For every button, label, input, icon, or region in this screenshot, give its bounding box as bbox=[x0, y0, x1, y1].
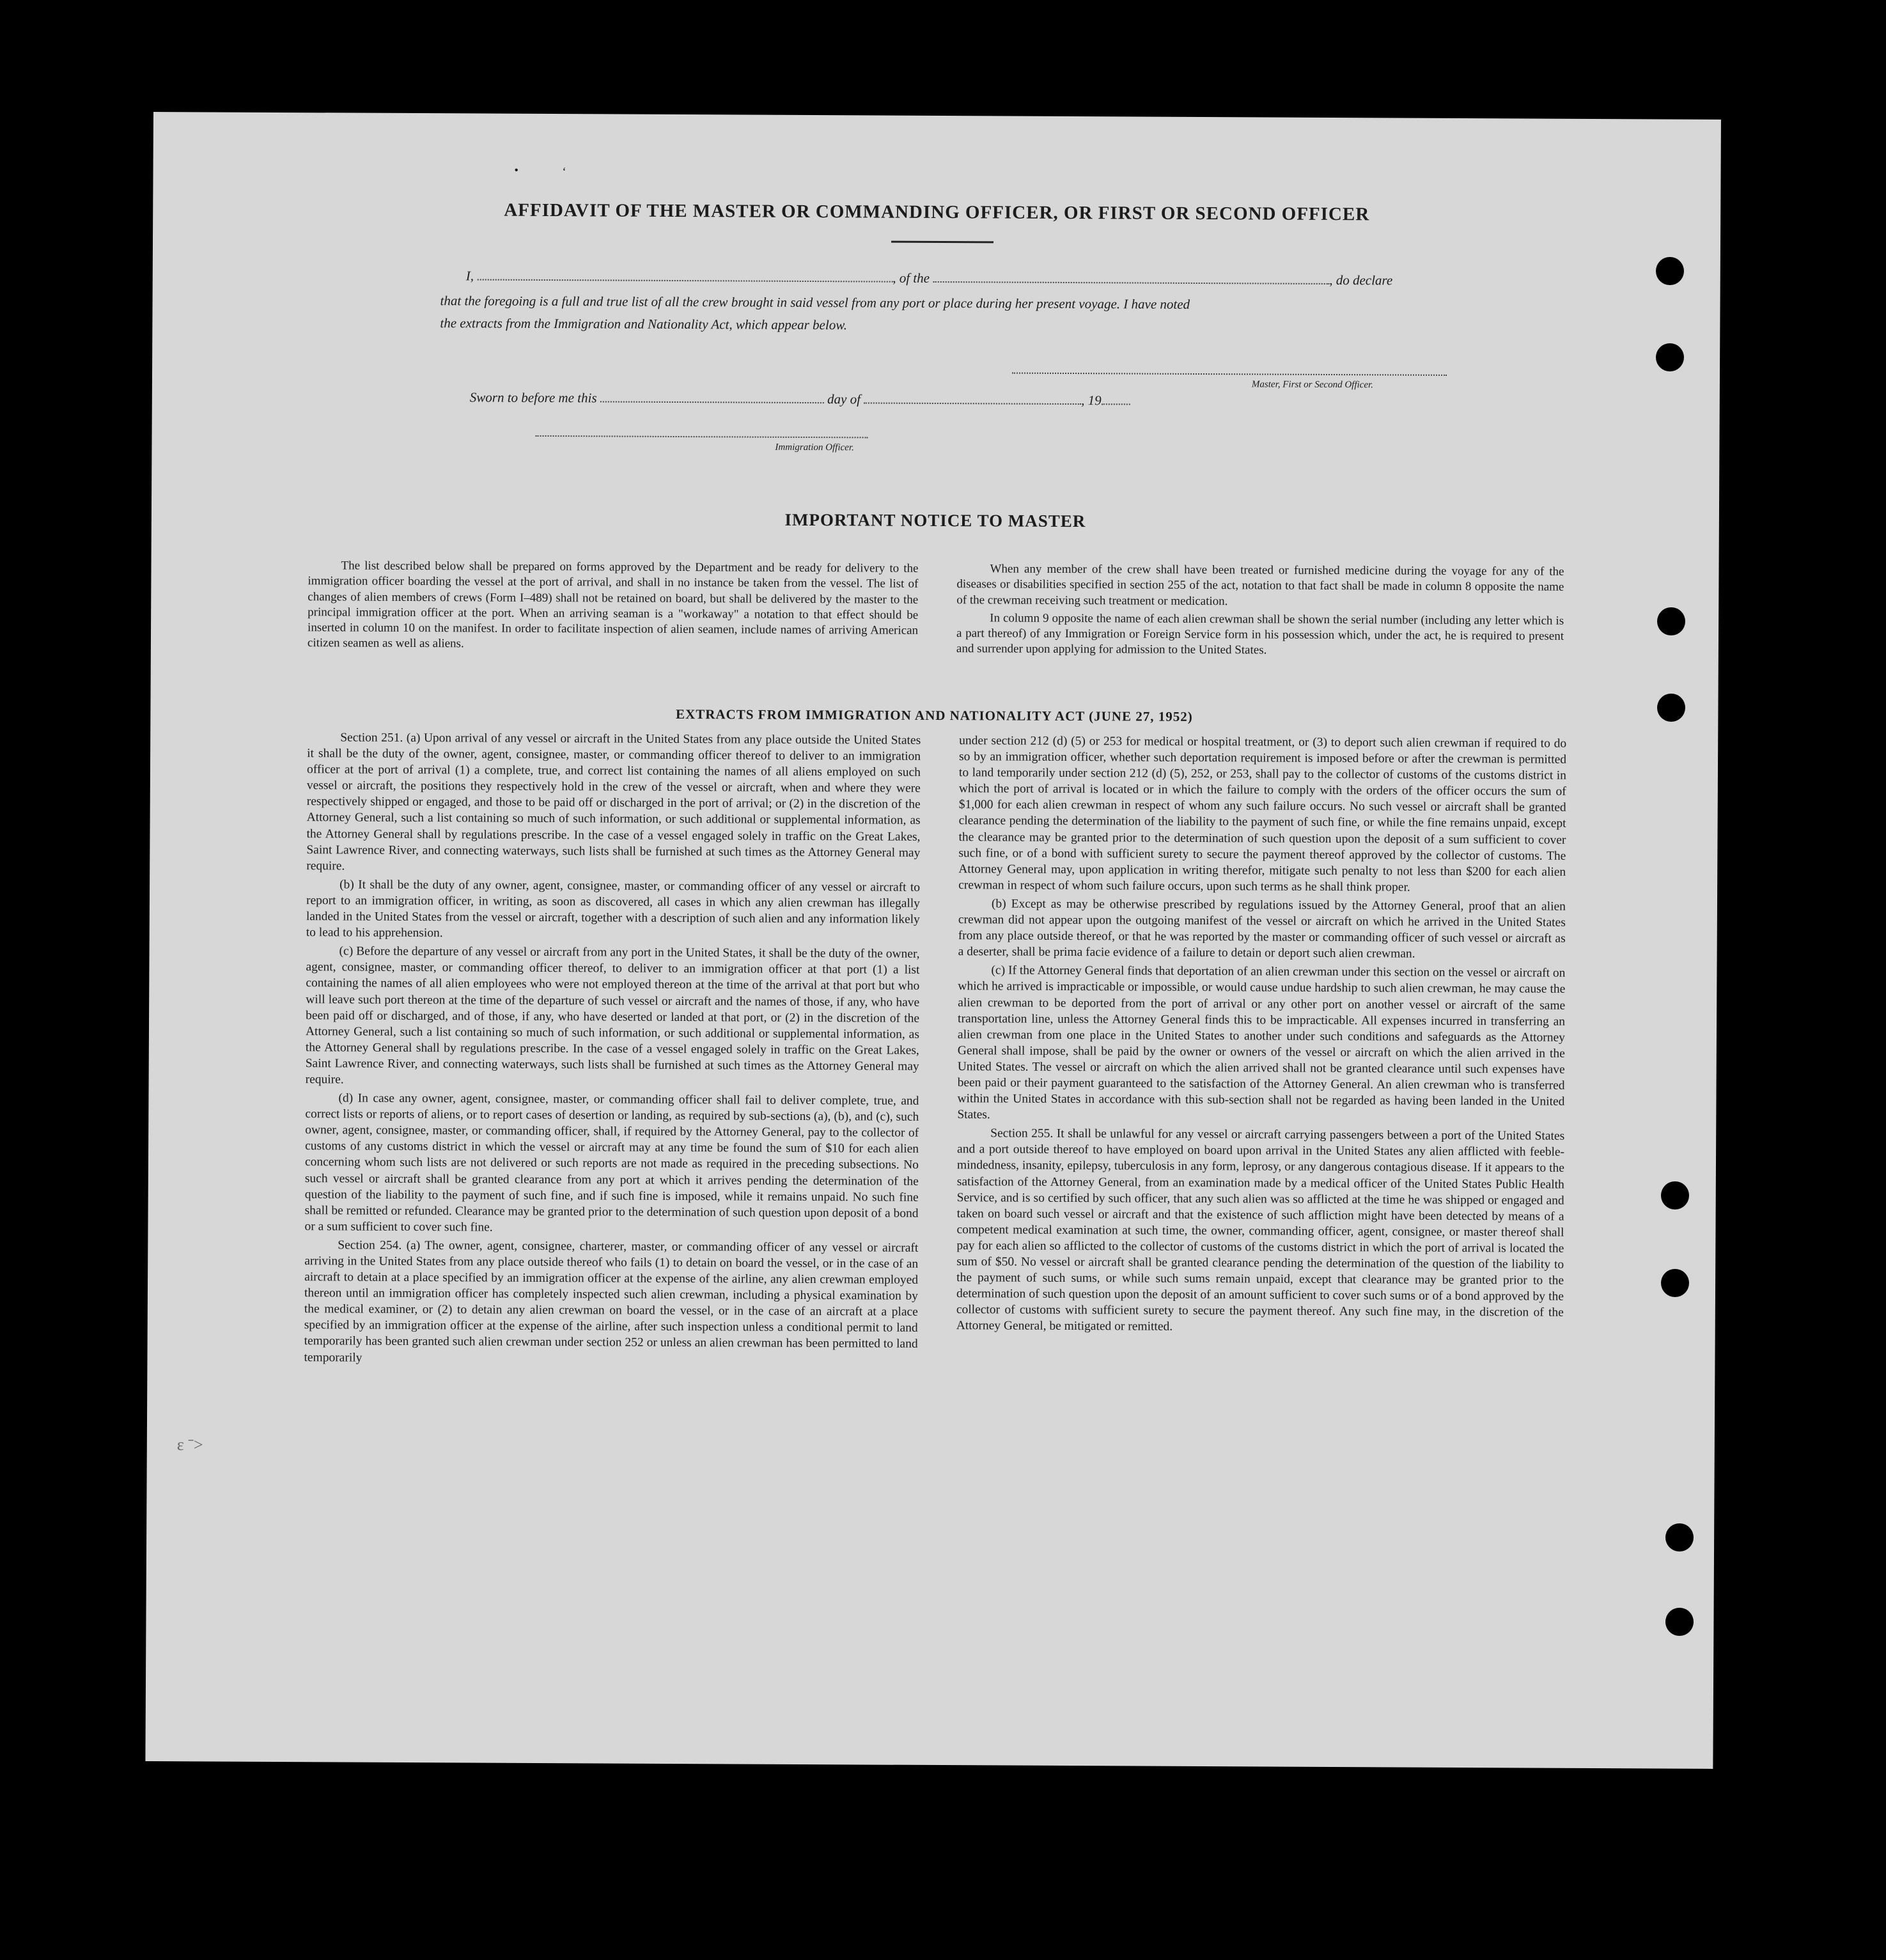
punch-hole bbox=[1657, 694, 1685, 722]
immigration-officer-signature-line[interactable] bbox=[536, 435, 868, 439]
extracts-right-column bbox=[956, 733, 1567, 1339]
document-page bbox=[145, 112, 1721, 1769]
sworn-line bbox=[470, 389, 1130, 408]
affidavit-line-2: that the foregoing is a full and true list of all the crew brought in said vessel from any port or place during her present voyage. I have noted bbox=[440, 293, 1190, 312]
notice-left-column bbox=[308, 558, 919, 657]
extract-section-254a-continued: under section 212 (d) (5) or 253 for medical or hospital treatment, or (3) to deport such alien crewman if required to do so by an immigration officer, whether such deportation requirement is imposed before or after the crewman is permitted to land temporarily under section 212 (d) (5), 252, or 253, shall pay to the collector of customs of the customs district in which the port of arrival is located or in which the failure to comply with the orders of the officer occurs the sum of $1,000 for each alien crewman in respect of whom any such failure occurs. No such vessel or aircraft shall be granted clearance pending the determination of the liability to the payment of such fine, or while the fine remains unpaid, except the clearance may be granted prior to the determination of such question upon the deposit of a sum sufficient to cover such fine, or of a bond with sufficient surety to secure the payment thereof approved by the collector of customs. The Attorney General may, upon application in writing therefor, mitigate such penalty to not less than $200 for each alien crewman in respect of whom such failure occurs, upon such terms as he shall think proper. bbox=[958, 734, 1567, 894]
extracts-title: EXTRACTS FROM IMMIGRATION AND NATIONALITY ACT (JUNE 27, 1952) bbox=[676, 706, 1193, 724]
punch-hole bbox=[1665, 1608, 1694, 1636]
immigration-officer-caption: Immigration Officer. bbox=[775, 442, 854, 453]
extract-section-254b: (b) Except as may be otherwise prescribed by regulations issued by the Attorney General, proof that an alien crewman did not appear upon the outgoing manifest of the vessel or aircraft on which he arrived in the United States from any place outside thereof, or that he was reported by the master or commanding officer of such vessel or aircraft as a deserter, shall be prima facie evidence of a failure to detain or deport such alien crewman. bbox=[958, 897, 1566, 961]
affidavit-title: AFFIDAVIT OF THE MASTER OR COMMANDING OFFICER, OR FIRST OR SECOND OFFICER bbox=[504, 199, 1370, 225]
notice-title: IMPORTANT NOTICE TO MASTER bbox=[784, 509, 1086, 531]
extract-section-251c: (c) Before the departure of any vessel or aircraft from any port in the United States, it shall be the duty of the owner, agent, consignee, master, or commanding officer thereof, to deliver to an immigration officer at that port (1) a list containing the names of all alien employees who were not employed thereon at the time of the arrival at that port but who will leave such port thereon at the time of the departure of such vessel or aircraft and the names of those, if any, who have been paid off or discharged, and of those, if any, who have deserted or landed at that port, or (2) in the discretion of the Attorney General, such a list containing so much of such information, or such additional or supplemental information, as the Attorney General shall by regulations prescribe. In the case of a vessel engaged solely in traffic on the Great Lakes, Saint Lawrence River, and connecting waterways, such lists shall be furnished at such times as the Attorney General may require. bbox=[305, 944, 920, 1087]
extract-section-251a: Section 251. (a) Upon arrival of any vessel or aircraft in the United States from any place outside the United States it shall be the duty of the owner, agent, consignee, master, or commanding officer thereof to deliver to an immigration officer at the port of arrival (1) a complete, true, and correct list containing the names of all aliens employed on such vessel or aircraft, the positions they respectively hold in the crew of the vessel or aircraft, when and where they were respectively shipped or engaged, and those to be paid off or discharged in the port of arrival; or (2) in the discretion of the Attorney General, such a list containing so much of such information, or such additional or supplemental information, as the Attorney General shall by regulations prescribe. In the case of a vessel engaged solely in traffic on the Great Lakes, Saint Lawrence River, and connecting waterways, such lists shall be furnished at such times as the Attorney General may require. bbox=[306, 731, 921, 873]
line1-start: I, bbox=[465, 268, 474, 284]
sworn-start: Sworn to before me this bbox=[469, 389, 597, 406]
punch-hole bbox=[1661, 1269, 1689, 1297]
notice-right-column bbox=[956, 561, 1564, 662]
ink-dot: • bbox=[514, 163, 518, 176]
sworn-year-label: , 19 bbox=[1081, 393, 1102, 408]
master-signature-caption: Master, First or Second Officer. bbox=[1251, 379, 1373, 391]
master-signature-line[interactable] bbox=[1012, 373, 1447, 376]
day-blank[interactable] bbox=[600, 398, 824, 403]
affidavit-line-3: the extracts from the Immigration and Nationality Act, which appear below. bbox=[440, 315, 847, 333]
punch-hole bbox=[1656, 257, 1684, 285]
extract-section-255: Section 255. It shall be unlawful for any vessel or aircraft carrying passengers between a port of the United States and a port outside thereof to have employed on board upon arrival in the United States any alien afflicted with feeble-mindedness, insanity, epilepsy, tuberculosis in any form, leprosy, or any dangerous contagious disease. If it appears to the satisfaction of the Attorney General, from an examination made by a medical officer of the United States Public Health Service, and is so certified by such officer, that any such alien was so afflicted at the time he was shipped or engaged and taken on board such vessel or aircraft and that the existence of such affliction might have been detected by means of a competent medical examination at such time, the owner, commanding officer, agent, consignee, or master thereof shall pay for each alien so afflicted to the collector of customs of the customs district in which the port of arrival is located the sum of $50. No vessel or aircraft shall be granted clearance pending the determination of the question of the liability to the payment of such sums, or while such sums remain unpaid, except that clearance may be granted prior to the determination of such question upon the deposit of an amount sufficient to cover such sums or of a bond approved by the collector of customs with sufficient surety to secure the payment thereof. Any such fine may, in the discretion of the Attorney General, be mitigated or remitted. bbox=[956, 1126, 1565, 1334]
extract-section-254c: (c) If the Attorney General finds that deportation of an alien crewman under this section on the vessel or aircraft on which he arrived is impracticable or impossible, or would cause undue hardship to such alien crewman, he may cause the alien crewman to be deported from the port of arrival or any other port on another vessel or aircraft of the same transportation line, unless the Attorney General finds this to be impracticable. All expenses incurred in transferring an alien crewman from one place in the United States to another under such conditions and safeguards as the Attorney General shall impose, shall be paid by the owner or owners of the vessel or aircraft on which the alien arrived in the United States. The vessel or aircraft on which the alien arrived shall not be granted clearance until such expenses have been paid or their payment guaranteed to the satisfaction of the Attorney General. An alien crewman who is transferred within the United States in accordance with this sub-section shall not be regarded as having been landed in the United States. bbox=[957, 963, 1566, 1122]
notice-left-paragraph: The list described below shall be prepared on forms approved by the Department and be ready for delivery to the immigration officer boarding the vessel at the port of arrival, and shall in no instance be taken from the vessel. The list of changes of alien members of crews (Form I–489) shall not be retained on board, but shall be delivered by the master to the principal immigration officer at the port. When an arriving seaman is a "workaway" a notation to that effect should be inserted in column 10 on the manifest. In order to facilitate inspection of alien seamen, include names of arriving American citizen seamen as well as aliens. bbox=[307, 559, 919, 651]
punch-hole bbox=[1657, 607, 1685, 635]
month-blank[interactable] bbox=[864, 400, 1081, 405]
year-blank[interactable] bbox=[1102, 401, 1130, 405]
line1-mid: , of the bbox=[892, 270, 930, 286]
punch-hole bbox=[1661, 1181, 1689, 1209]
notice-right-paragraph-1: When any member of the crew shall have been treated or furnished medicine during the voyage for any of the diseases or disabilities specified in section 255 of the act, notation to that fact shall be made in column 8 opposite the name of the crewman receiving such treatment or medication. bbox=[956, 562, 1564, 608]
punch-hole bbox=[1656, 343, 1684, 371]
notice-right-paragraph-2: In column 9 opposite the name of each alien crewman shall be shown the serial number (including any letter which is a part thereof) of any Immigration or Foreign Service form in his possession which, under the act, he is required to present and surrender upon applying for admission to the United States. bbox=[956, 611, 1564, 658]
ink-tick: ‘ bbox=[562, 165, 566, 178]
punch-hole bbox=[1665, 1523, 1694, 1552]
vessel-blank[interactable] bbox=[933, 279, 1329, 284]
sworn-day-label: day of bbox=[827, 391, 861, 407]
extract-section-254a: Section 254. (a) The owner, agent, consignee, charterer, master, or commanding officer of any vessel or aircraft arriving in the United States from any place outside thereof who fails (1) to detain on board the vessel, or in the case of an aircraft to detain at a place specified by an immigration officer at the expense of the airline, any alien crewman employed thereon until an immigration officer has completely inspected such alien crewman, including a physical examination by the medical examiner, or (2) to detain any alien crewman on board the vessel, or in the case of an aircraft at a place specified by an immigration officer at the expense of the airline, after such inspection unless a conditional permit to land temporarily has been granted such alien crewman under section 252 or unless an alien crewman has been permitted to land temporarily bbox=[304, 1238, 919, 1365]
affidavit-line-1 bbox=[466, 268, 1393, 288]
title-underline bbox=[891, 241, 994, 244]
line1-end: , do declare bbox=[1329, 272, 1393, 288]
pencil-mark: ɛ ˉ˃ bbox=[176, 1435, 203, 1454]
extract-section-251d: (d) In case any owner, agent, consignee, master, or commanding officer shall fail to deliver complete, true, and correct lists or reports of aliens, or to report cases of desertion or landing, as required by sub-sections (a), (b), and (c), such owner, agent, consignee, master, or commanding officer, shall, if required by the Attorney General, pay to the collector of customs of any customs district in which the vessel or aircraft may at any time be found the sum of $10 for each alien concerning whom such lists are not delivered or such reports are not made as required in the preceding subsections. No such vessel or aircraft shall be granted clearance from any port at which it arrives pending the determination of the question of the liability to the payment of such fine, and if such fine is imposed, while it remains unpaid. No such fine shall be remitted or refunded. Clearance may be granted prior to the determination of such question upon deposit of a bond or a sum sufficient to cover such fine. bbox=[304, 1091, 919, 1234]
name-blank[interactable] bbox=[477, 276, 892, 282]
extracts-left-column bbox=[304, 729, 921, 1371]
extract-section-251b: (b) It shall be the duty of any owner, agent, consignee, master, or commanding officer of any vessel or aircraft to report to an immigration officer, in writing, as soon as discovered, all cases in which any alien crewman has illegally landed in the United States from the vessel or aircraft, together with a description of such alien and any information likely to lead to his apprehension. bbox=[306, 878, 921, 940]
